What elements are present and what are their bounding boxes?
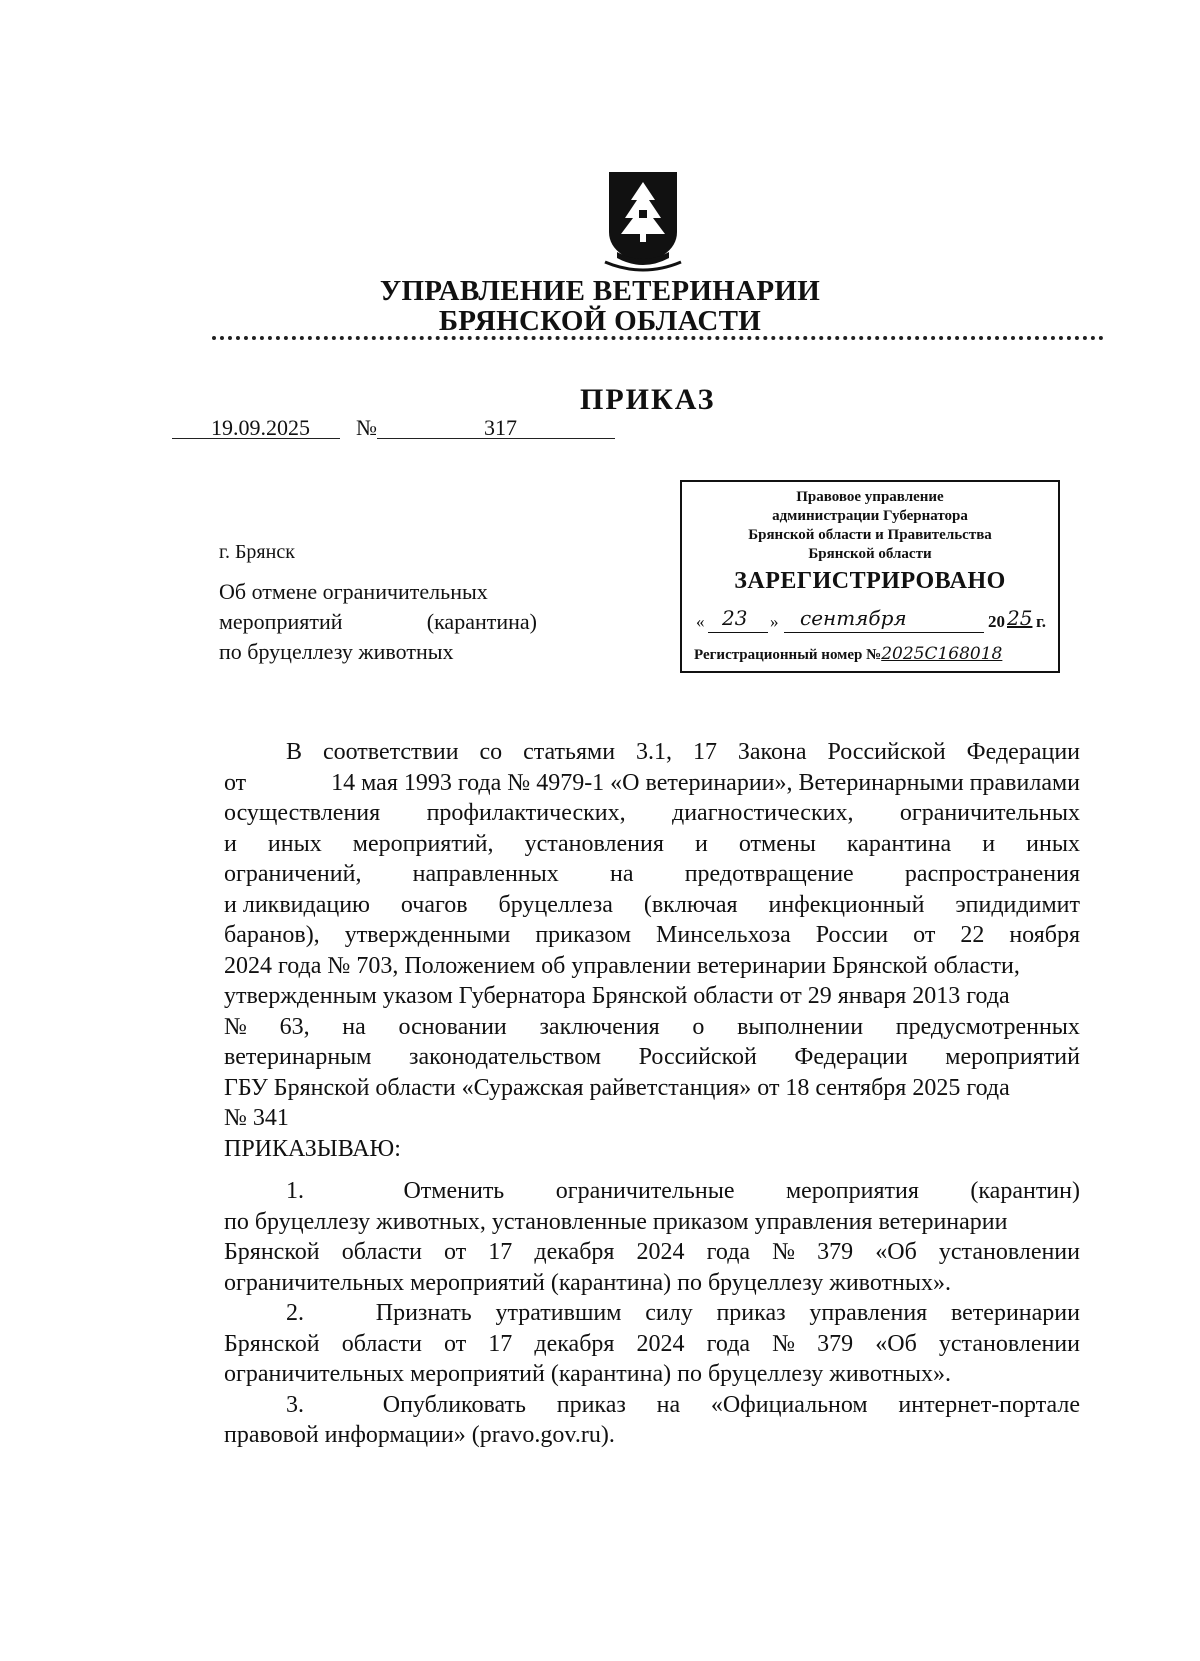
word: управления [809, 1300, 928, 1326]
stamp-day-underline [708, 632, 768, 633]
decree-word: ПРИКАЗЫВАЮ: [224, 1135, 401, 1162]
word: Отменить [403, 1178, 505, 1204]
word: по бруцеллезу животных, установленные приказом управления ветеринарии [224, 1208, 1008, 1235]
org-name-line2: БРЯНСКОЙ ОБЛАСТИ [438, 305, 762, 337]
word: диагностических, [672, 800, 854, 826]
org-name-line1: УПРАВЛЕНИЕ ВЕТЕРИНАРИИ [379, 275, 821, 307]
word: приказ [556, 1391, 626, 1418]
item-number: 1. [286, 1178, 304, 1204]
word: силу [645, 1300, 693, 1326]
word: «Официальном [710, 1391, 868, 1418]
subject-line: по бруцеллезу животных [219, 639, 454, 664]
word: 3.1, [636, 739, 672, 765]
order-item [224, 1176, 1080, 1298]
text-line: ограничительных мероприятий (карантина) по бруцеллезу животных». [224, 1361, 951, 1387]
word: от [224, 769, 247, 796]
stamp-month: сентября [800, 606, 907, 630]
word: (включая [643, 891, 738, 918]
order-subject [219, 577, 537, 667]
word: распространения [904, 861, 1080, 887]
word: установлении [938, 1239, 1080, 1265]
word: мероприятия [785, 1178, 919, 1204]
word: приказом [535, 922, 632, 948]
word: установления [524, 830, 664, 857]
word: года [706, 1239, 751, 1265]
word: утратившим [495, 1300, 622, 1326]
word: № [224, 1013, 247, 1040]
word: декабря [534, 1239, 615, 1265]
word: карантина [846, 830, 952, 857]
order-item [224, 1390, 1080, 1451]
preamble-line: № 341 [224, 1105, 289, 1131]
text-line [224, 768, 1080, 799]
word: заключения [539, 1013, 660, 1040]
word: и [224, 830, 237, 857]
word: 63, [279, 1013, 310, 1040]
word: установлении [938, 1330, 1080, 1357]
text-line [224, 1329, 1080, 1360]
stamp-header-line: Брянской области и Правительства [748, 527, 992, 543]
word: инфекционный [768, 891, 925, 918]
order-number: 317 [484, 415, 517, 440]
word: 2024 [636, 1239, 685, 1265]
word: «Об [875, 1239, 917, 1265]
word: области [341, 1239, 422, 1265]
word: иных [267, 830, 322, 857]
word: утвержденными [344, 922, 511, 948]
word: В [286, 739, 303, 765]
word: года [706, 1330, 751, 1357]
word: № [772, 1239, 796, 1265]
word: осуществления [224, 800, 381, 826]
order-item [224, 1298, 1080, 1390]
text-line: правовой информации» (pravo.gov.ru). [224, 1422, 615, 1448]
word: области [341, 1330, 422, 1357]
word: Российской [827, 739, 946, 765]
items-list [224, 1176, 1080, 1451]
preamble [224, 737, 1080, 1164]
stamp-month-underline [784, 632, 984, 633]
registration-stamp [680, 480, 1060, 673]
text-line [224, 859, 1080, 890]
word: ГБУ Брянской области «Суражская райветстанция» от 18 сентября 2025 года [224, 1074, 1010, 1101]
stamp-year: 25 [1007, 606, 1033, 630]
word: предотвращение [684, 861, 854, 887]
word: Закона [737, 739, 807, 765]
word: Признать [375, 1300, 472, 1326]
word: интернет-портале [898, 1391, 1080, 1418]
word: ограничений, [224, 861, 362, 887]
preamble-lines [224, 737, 1080, 1103]
text-line [224, 981, 1080, 1012]
word: 14 мая 1993 года № 4979-1 «О ветеринарии», Ветеринарными правилами [331, 769, 1080, 796]
order-date: 19.09.2025 [211, 415, 310, 440]
subject-word: (карантина) [426, 609, 537, 634]
stamp-reg-label [694, 644, 1002, 664]
word: отмены [738, 830, 816, 857]
word: «Об [875, 1330, 917, 1357]
word: на [656, 1391, 681, 1418]
word: о [692, 1013, 705, 1040]
number-sign: № [356, 415, 377, 440]
word: эпидидимит [955, 891, 1080, 918]
text-line [224, 890, 1080, 921]
word: Брянской [224, 1239, 320, 1265]
word: 379 [817, 1330, 854, 1357]
word: 22 [960, 922, 985, 948]
word: Федерации [966, 739, 1080, 765]
word: выполнении [737, 1013, 864, 1040]
stamp-date [696, 608, 1046, 638]
word: от [444, 1239, 467, 1265]
word: ветеринарии [950, 1300, 1080, 1326]
word: на [342, 1013, 366, 1040]
text-line [224, 1207, 1080, 1238]
word: Брянской [224, 1330, 320, 1357]
word: ограничительных [899, 800, 1080, 826]
word: баранов), [224, 922, 320, 948]
word: и [982, 830, 996, 857]
word: Опубликовать [382, 1391, 526, 1418]
word: Российской [638, 1044, 757, 1070]
text-line [224, 1237, 1080, 1268]
word: России [815, 922, 889, 948]
word: 2024 года № 703, Положением об управлении ветеринарии Брянской области, [224, 952, 1020, 979]
word: (карантин) [970, 1178, 1080, 1204]
word: очагов [400, 891, 468, 918]
text-line [224, 920, 1080, 951]
word: направленных [412, 861, 559, 887]
stamp-reg-number: 2025С168018 [881, 644, 1003, 664]
word: Минсельхоза [656, 922, 791, 948]
city: г. Брянск [219, 541, 295, 563]
coat-of-arms-icon [603, 166, 683, 274]
word: 379 [817, 1239, 854, 1265]
item-number: 2. [286, 1300, 304, 1326]
text-line [224, 1012, 1080, 1043]
item-number: 3. [286, 1391, 304, 1418]
word: основании [398, 1013, 507, 1040]
word: на [609, 861, 634, 887]
word: ограничительные [555, 1178, 735, 1204]
stamp-year-prefix: 20 [988, 612, 1005, 631]
stamp-header-line: Брянской области [808, 546, 932, 562]
text-line: ограничительных мероприятий (карантина) по бруцеллезу животных». [224, 1269, 951, 1296]
stamp-year-letter: г. [1036, 612, 1047, 631]
word: 17 [692, 739, 717, 765]
text-line [224, 1073, 1080, 1104]
word: утвержденным указом Губернатора Брянской области от 29 января 2013 года [224, 983, 1010, 1009]
stamp-status: ЗАРЕГИСТРИРОВАНО [734, 568, 1006, 594]
word: от [913, 922, 936, 948]
word: приказ [716, 1300, 786, 1326]
word: 17 [488, 1239, 513, 1265]
word: Федерации [794, 1044, 908, 1070]
word: декабря [534, 1330, 615, 1357]
word: статьями [523, 739, 616, 765]
text-line [224, 1176, 1080, 1207]
stamp-close-quote: » [770, 612, 779, 631]
word: законодательством [409, 1044, 602, 1070]
word: и [694, 830, 708, 857]
word: 2024 [636, 1330, 685, 1357]
subject-line: Об отмене ограничительных [219, 579, 488, 604]
word: профилактических, [426, 800, 626, 826]
word: ветеринарным [224, 1044, 372, 1070]
text-line [224, 1390, 1080, 1421]
stamp-day: 23 [722, 606, 748, 630]
text-line [224, 798, 1080, 829]
stamp-open-quote: « [696, 612, 705, 631]
word: со [479, 739, 503, 765]
word: иных [1026, 830, 1080, 857]
word: и ликвидацию [224, 891, 370, 918]
order-items [224, 1176, 1080, 1451]
word: предусмотренных [895, 1013, 1080, 1040]
word: мероприятий, [352, 830, 494, 857]
word: мероприятий [945, 1044, 1080, 1070]
word: бруцеллеза [498, 891, 613, 918]
stamp-reg-label-text: Регистрационный номер № [694, 647, 882, 663]
word: ноября [1009, 922, 1080, 948]
word: 17 [488, 1330, 513, 1357]
text-line [224, 829, 1080, 860]
word: № [772, 1330, 796, 1357]
text-line [224, 1042, 1080, 1073]
stamp-header-line: Правовое управление [796, 489, 944, 505]
subject-line [219, 607, 537, 637]
word: от [444, 1330, 467, 1357]
text-line [224, 737, 1080, 768]
text-line [224, 1298, 1080, 1329]
subject-word: мероприятий [219, 609, 343, 634]
stamp-header-line: администрации Губернатора [772, 508, 968, 524]
word: соответствии [322, 739, 459, 765]
text-line [224, 951, 1080, 982]
document-title: ПРИКАЗ [580, 383, 716, 416]
header-divider [212, 336, 1104, 340]
